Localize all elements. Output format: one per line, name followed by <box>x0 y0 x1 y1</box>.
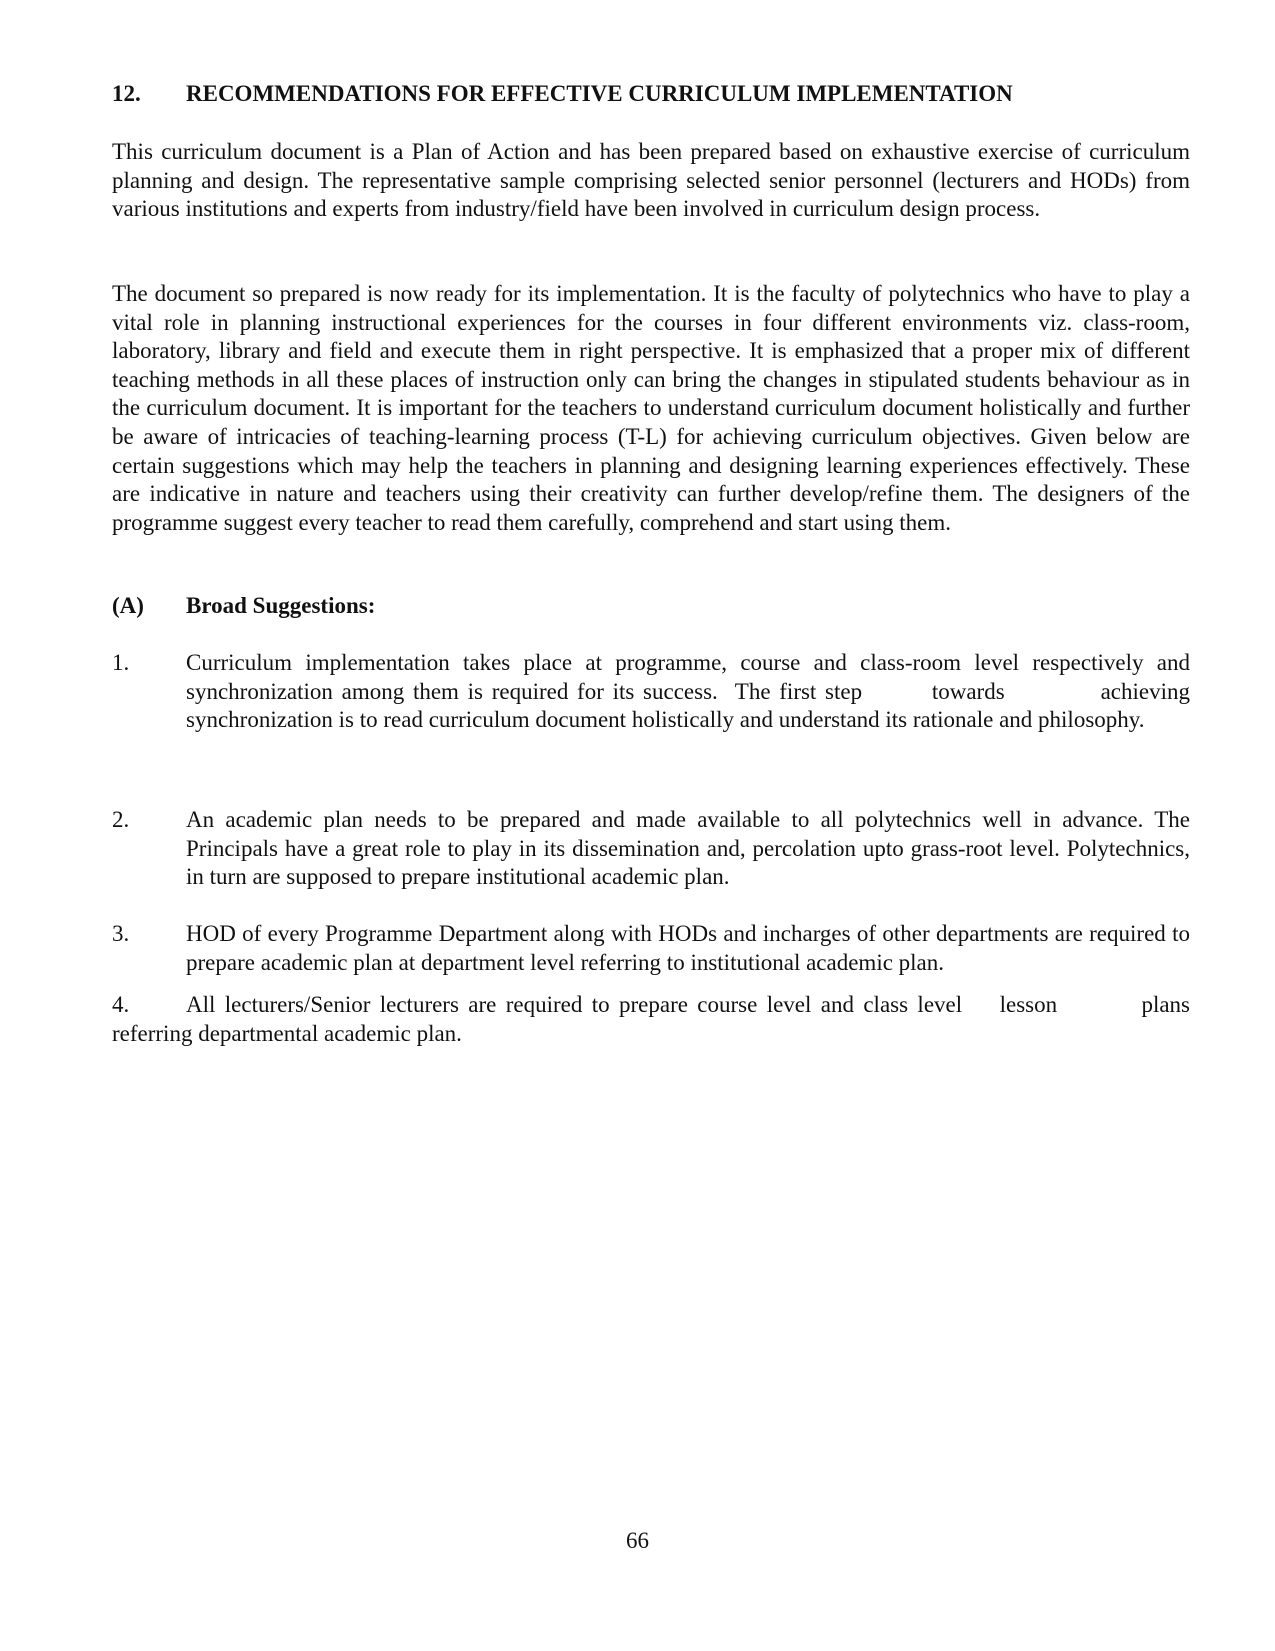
intro-paragraph-2: The document so prepared is now ready for its implementation. It is the faculty of polytechnics who have to play a vital role in planning instructional experiences for the courses in four different environments viz. class-room, laboratory, library and field and execute them in right perspective. It is emphasized that a proper mix of different teaching methods in all these places of instruction only can bring the changes in stipulated students behaviour as in the curriculum document. It is important for the teachers to understand curriculum document holistically and further be aware of intricacies of teaching-learning process (T-L) for achieving curriculum objectives. Given below are certain suggestions which may help the teachers in planning and designing learning experiences effectively. These are indicative in nature and teachers using their creativity can further develop/refine them. The designers of the programme suggest every teacher to read them carefully, comprehend and start using them. <box>112 281 1190 535</box>
page-number: 66 <box>626 1528 649 1553</box>
section-number: 12. <box>112 81 141 106</box>
subsection-title: Broad Suggestions: <box>186 593 376 618</box>
list-item-text: HOD of every Programme Department along with HODs and incharges of other departments are required to prepare academic plan at department level referring to institutional academic plan. <box>186 921 1190 975</box>
list-item <box>112 920 1190 977</box>
list-item-number: 4. <box>112 992 130 1017</box>
section-heading <box>112 80 1190 108</box>
subsection-heading <box>112 592 375 620</box>
list-item-number: 2. <box>112 807 130 832</box>
section-title: RECOMMENDATIONS FOR EFFECTIVE CURRICULUM IMPLEMENTATION <box>186 81 1013 106</box>
intro-paragraph-1: This curriculum document is a Plan of Action and has been prepared based on exhaustive exercise of curriculum planning and design. The representative sample comprising selected senior personnel (lecturers and HODs) from various institutions and experts from industry/field have been involved in curriculum design process. <box>112 139 1190 222</box>
list-item-first-line <box>112 991 1190 1020</box>
subsection-number: (A) <box>112 593 144 618</box>
list-item <box>112 991 1190 1048</box>
list-item-continuation: referring departmental academic plan. <box>112 1020 462 1046</box>
list-item-text: All lecturers/Senior lecturers are required to prepare course level and class level lesson plans <box>186 992 1190 1017</box>
list-item-text: Curriculum implementation takes place at programme, course and class-room level respectively and synchronization among them is required for its success. The first step towards achieving synchronization is to read curriculum document holistically and understand its rationale and philosophy. <box>186 650 1196 733</box>
list-item-number: 3. <box>112 921 130 946</box>
list-item <box>112 806 1190 892</box>
list-item-number: 1. <box>112 650 130 675</box>
list-item-text: An academic plan needs to be prepared and made available to all polytechnics well in advance. The Principals have a great role to play in its dissemination and, percolation upto grass-root level. Polytechnics, in turn are supposed to prepare institutional academic plan. <box>186 807 1190 890</box>
list-item <box>112 649 1196 735</box>
